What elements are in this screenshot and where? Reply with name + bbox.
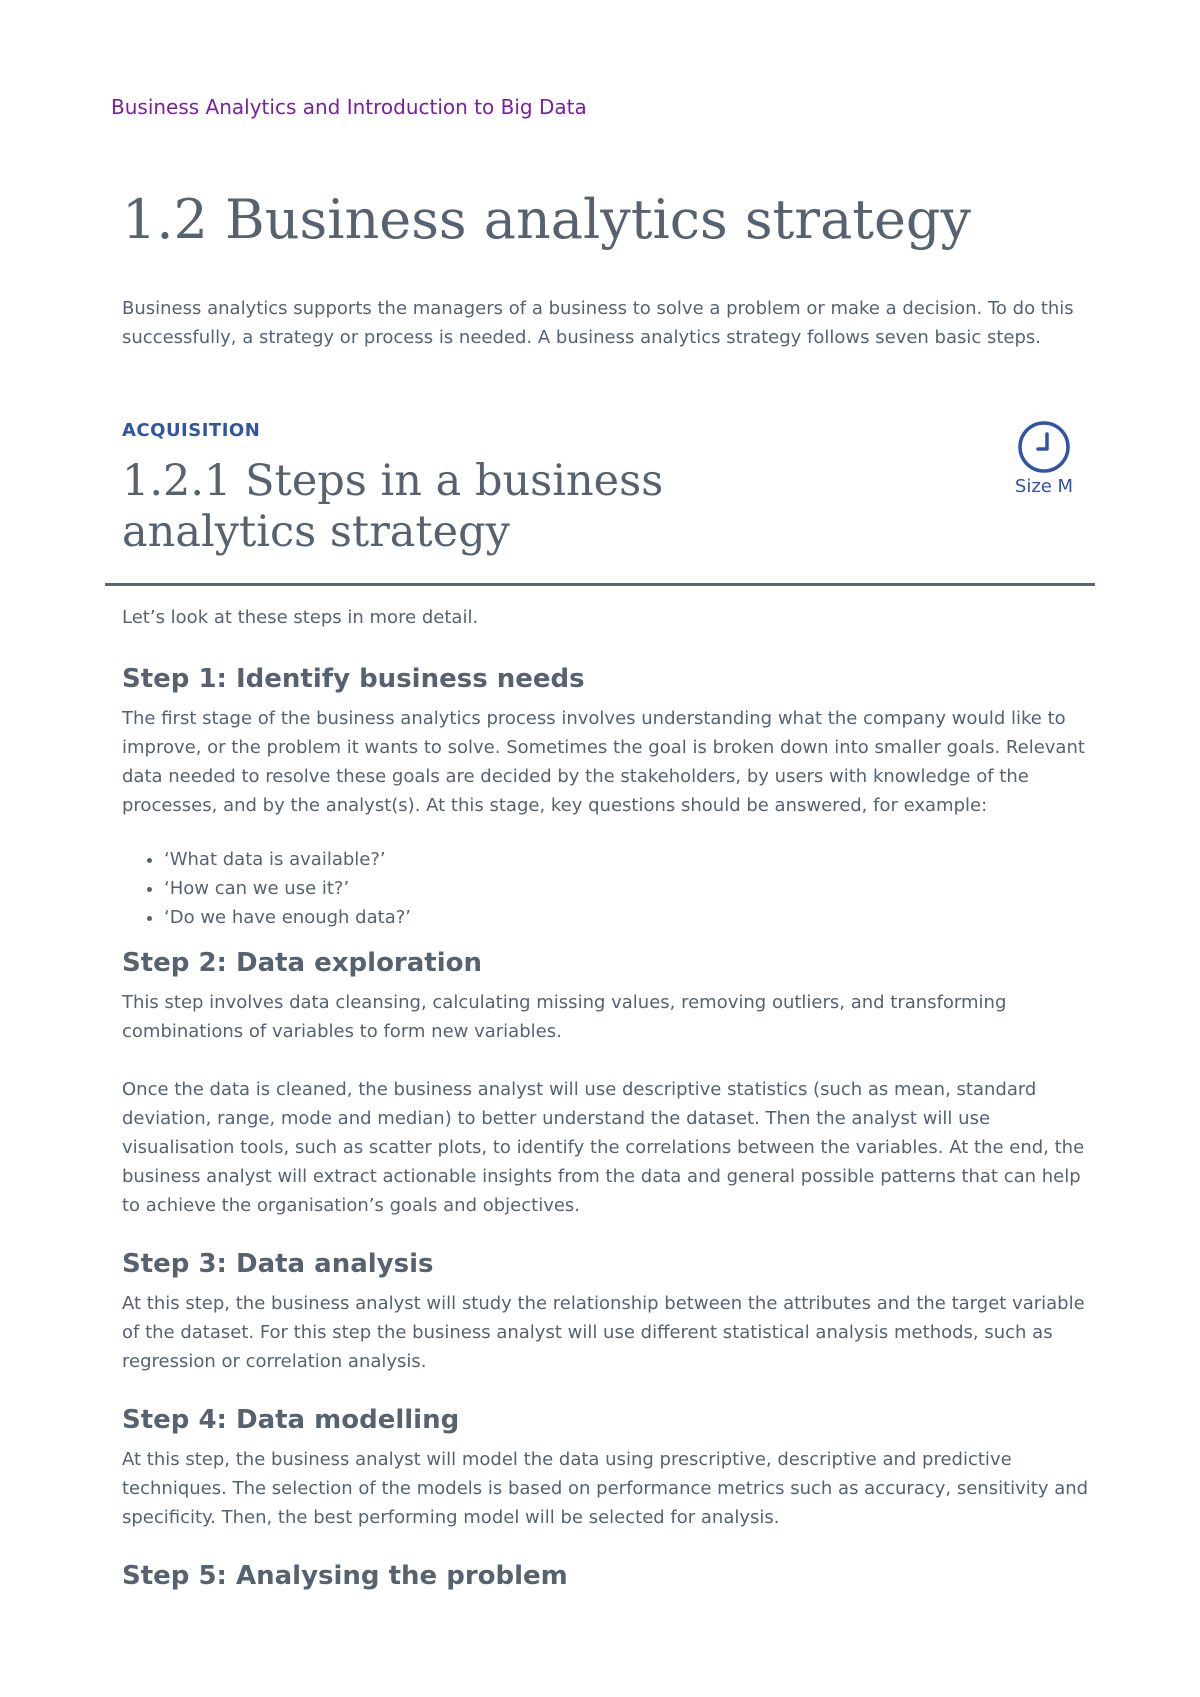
step-2-paragraph-1: This step involves data cleansing, calculating missing values, removing outliers, and transforming combinations of variables to form new variables. [122, 992, 1007, 1042]
clock-icon [1017, 420, 1071, 474]
intro-paragraph: Business analytics supports the managers of a business to solve a problem or make a decision. To do this successfully, a strategy or process is needed. A business analytics strategy follows seven basic steps. [122, 298, 1074, 348]
step-4-paragraph: At this step, the business analyst will model the data using prescriptive, descriptive and predictive techniques. The selection of the models is based on performance metrics such as accuracy, sensitivity and specificity. Then, the best performing model will be selected for analysis. [122, 1449, 1089, 1528]
section-title: 1.2.1 Steps in a business analytics strategy [122, 456, 664, 557]
list-item: • ‘How can we use it?’ [164, 874, 1092, 903]
step-2-paragraph-2: Once the data is cleaned, the business analyst will use descriptive statistics (such as mean, standard deviation, range, mode and median) to better understand the dataset. Then the analyst will use visualisation tools, such as scatter plots, to identify the correlations between the variables. At the end, the business analyst will extract actionable insights from the data and general possible patterns that can help to achieve the organisation’s goals and objectives. [122, 1079, 1085, 1216]
step-3-heading: Step 3: Data analysis [122, 1249, 434, 1279]
step-5-heading: Step 5: Analysing the problem [122, 1561, 568, 1591]
lead-paragraph: Let’s look at these steps in more detail. [122, 607, 479, 628]
step-4-heading: Step 4: Data modelling [122, 1405, 460, 1435]
step-1-question-list [122, 845, 1092, 932]
size-badge [1009, 420, 1079, 497]
size-label: Size M [1014, 476, 1074, 497]
step-1-heading: Step 1: Identify business needs [122, 664, 585, 694]
section-kicker: ACQUISITION [122, 420, 261, 441]
list-item: • ‘Do we have enough data?’ [164, 903, 1092, 932]
step-2-heading: Step 2: Data exploration [122, 948, 483, 978]
list-item: • ‘What data is available?’ [164, 845, 1092, 874]
content-body [122, 603, 1092, 1601]
course-link[interactable]: Business Analytics and Introduction to Big Data [111, 95, 587, 119]
step-1-paragraph: The first stage of the business analytics process involves understanding what the company would like to improve, or the problem it wants to solve. Sometimes the goal is broken down into smaller goals. Relevant data needed to resolve these goals are decided by the stakeholders, by users with knowledge of the processes, and by the analyst(s). At this stage, key questions should be answered, for example: [122, 708, 1085, 816]
section-header [105, 420, 1095, 586]
step-3-paragraph: At this step, the business analyst will study the relationship between the attributes and the target variable of the dataset. For this step the business analyst will use different statistical analysis methods, such as regression or correlation analysis. [122, 1293, 1085, 1372]
page-title: 1.2 Business analytics strategy [122, 188, 971, 251]
